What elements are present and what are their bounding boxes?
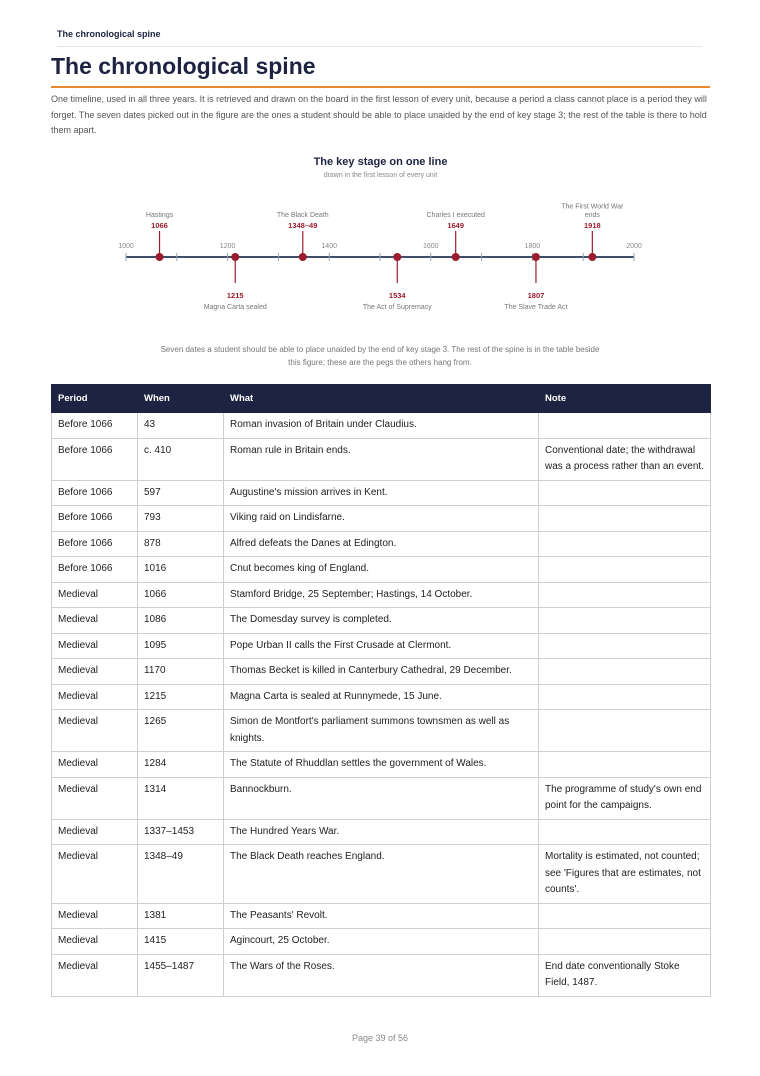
event-date-label: 1348–49: [288, 221, 318, 230]
period-cell: Medieval: [52, 929, 138, 955]
what-cell: Agincourt, 25 October.: [224, 929, 539, 955]
note-cell: [539, 608, 711, 634]
period-cell: Medieval: [52, 777, 138, 819]
note-cell: Mortality is estimated, not counted; see 'Figures that are estimates, not counts'.: [539, 845, 711, 904]
table-row: [52, 819, 711, 845]
event-label: The Black Death: [276, 212, 329, 219]
table-row: [52, 752, 711, 778]
event-marker: [532, 253, 540, 261]
when-cell: 1095: [138, 633, 224, 659]
figure-caption: Seven dates a student should be able to place unaided by the end of key stage 3. The rest of the spine is in the table beside this figure; these are the pegs the others hang from.: [160, 345, 600, 367]
column-header-period: Period: [52, 385, 138, 413]
period-cell: Medieval: [52, 819, 138, 845]
period-cell: Before 1066: [52, 413, 138, 439]
timeline-tick-label: 1600: [423, 243, 439, 250]
period-cell: Medieval: [52, 659, 138, 685]
period-cell: Medieval: [52, 684, 138, 710]
what-cell: Simon de Montfort's parliament summons townsmen as well as knights.: [224, 710, 539, 752]
table-row: [52, 557, 711, 583]
what-cell: Alfred defeats the Danes at Edington.: [224, 531, 539, 557]
figure-subtitle: drawn in the first lesson of every unit: [323, 172, 438, 179]
when-cell: 1086: [138, 608, 224, 634]
event-marker: [588, 253, 596, 261]
what-cell: Thomas Becket is killed in Canterbury Cathedral, 29 December.: [224, 659, 539, 685]
event-date-label: 1918: [584, 221, 601, 230]
note-cell: [539, 480, 711, 506]
period-cell: Before 1066: [52, 557, 138, 583]
when-cell: 1284: [138, 752, 224, 778]
when-cell: c. 410: [138, 438, 224, 480]
note-cell: [539, 752, 711, 778]
when-cell: 1265: [138, 710, 224, 752]
what-cell: The Wars of the Roses.: [224, 954, 539, 996]
what-cell: The Peasants' Revolt.: [224, 903, 539, 929]
table-row: [52, 531, 711, 557]
note-cell: [539, 633, 711, 659]
column-header-when: When: [138, 385, 224, 413]
event-label: The Act of Supremacy: [362, 304, 432, 311]
what-cell: The Statute of Rhuddlan settles the government of Wales.: [224, 752, 539, 778]
event-label: Magna Carta sealed: [203, 304, 267, 311]
period-cell: Medieval: [52, 710, 138, 752]
what-cell: The Domesday survey is completed.: [224, 608, 539, 634]
period-cell: Medieval: [52, 582, 138, 608]
note-cell: [539, 929, 711, 955]
table-row: [52, 903, 711, 929]
when-cell: 1337–1453: [138, 819, 224, 845]
table-row: [52, 684, 711, 710]
when-cell: 1415: [138, 929, 224, 955]
page-title: The chronological spine: [51, 53, 710, 88]
table-row: [52, 480, 711, 506]
table-row: [52, 710, 711, 752]
when-cell: 1381: [138, 903, 224, 929]
what-cell: Pope Urban II calls the First Crusade at Clermont.: [224, 633, 539, 659]
what-cell: Cnut becomes king of England.: [224, 557, 539, 583]
column-header-what: What: [224, 385, 539, 413]
timeline-tick-label: 2000: [626, 243, 642, 250]
note-cell: Conventional date; the withdrawal was a process rather than an event.: [539, 438, 711, 480]
table-row: [52, 438, 711, 480]
what-cell: The Hundred Years War.: [224, 819, 539, 845]
note-cell: [539, 659, 711, 685]
note-cell: [539, 413, 711, 439]
note-cell: [539, 582, 711, 608]
what-cell: Stamford Bridge, 25 September; Hastings, 14 October.: [224, 582, 539, 608]
event-marker: [299, 253, 307, 261]
when-cell: 1215: [138, 684, 224, 710]
when-cell: 1455–1487: [138, 954, 224, 996]
intro-paragraph: One timeline, used in all three years. It is retrieved and drawn on the board in the first lesson of every unit, because a period a class cannot place is a period they will forget. The seven dates picked out in the figure are the ones a student should be able to place unaided by the end of key stage 3; the rest of the table is there to hold them apart.: [51, 94, 707, 135]
event-label: Charles I executed: [426, 212, 485, 219]
note-cell: [539, 710, 711, 752]
period-cell: Medieval: [52, 903, 138, 929]
note-cell: [539, 506, 711, 532]
event-label: Hastings: [145, 212, 174, 219]
event-date-label: 1534: [388, 291, 406, 300]
table-row: [52, 929, 711, 955]
event-label: The First World War: [561, 203, 624, 211]
note-cell: [539, 819, 711, 845]
event-date-label: 1649: [447, 221, 465, 230]
figure-title: The key stage on one line: [313, 156, 448, 168]
timeline-tick-label: 1800: [524, 243, 541, 250]
when-cell: 597: [138, 480, 224, 506]
when-cell: 878: [138, 531, 224, 557]
period-cell: Before 1066: [52, 480, 138, 506]
period-cell: Medieval: [52, 752, 138, 778]
note-cell: [539, 903, 711, 929]
period-cell: Before 1066: [52, 506, 138, 532]
table-row: [52, 506, 711, 532]
period-cell: Medieval: [52, 845, 138, 904]
table-header-row: [52, 385, 711, 413]
note-cell: [539, 684, 711, 710]
what-cell: Roman rule in Britain ends.: [224, 438, 539, 480]
event-marker: [231, 253, 239, 261]
event-marker: [393, 253, 401, 261]
event-label: The Slave Trade Act: [504, 304, 568, 311]
table-row: [52, 954, 711, 996]
note-cell: The programme of study's own end point for the campaigns.: [539, 777, 711, 819]
timeline-tick-label: 1000: [118, 243, 134, 250]
when-cell: 43: [138, 413, 224, 439]
table-row: [52, 845, 711, 904]
chronology-table: [51, 384, 711, 997]
when-cell: 1170: [138, 659, 224, 685]
event-label: ends: [584, 212, 600, 219]
period-cell: Before 1066: [52, 531, 138, 557]
event-date-label: 1066: [151, 221, 168, 230]
note-cell: End date conventionally Stoke Field, 1487.: [539, 954, 711, 996]
note-cell: [539, 531, 711, 557]
what-cell: Roman invasion of Britain under Claudius.: [224, 413, 539, 439]
timeline-tick-label: 1400: [321, 243, 337, 250]
what-cell: Bannockburn.: [224, 777, 539, 819]
period-cell: Medieval: [52, 954, 138, 996]
when-cell: 1066: [138, 582, 224, 608]
table-row: [52, 633, 711, 659]
when-cell: 1348–49: [138, 845, 224, 904]
event-marker: [156, 253, 164, 261]
event-date-label: 1807: [527, 291, 545, 300]
what-cell: The Black Death reaches England.: [224, 845, 539, 904]
what-cell: Augustine's mission arrives in Kent.: [224, 480, 539, 506]
timeline-figure: [0, 190, 760, 320]
table-row: [52, 777, 711, 819]
table-row: [52, 582, 711, 608]
note-cell: [539, 557, 711, 583]
table-row: [52, 413, 711, 439]
period-cell: Before 1066: [52, 438, 138, 480]
page-footer: Page 39 of 56: [351, 1033, 409, 1043]
when-cell: 1016: [138, 557, 224, 583]
event-marker: [452, 253, 460, 261]
running-header: The chronological spine: [57, 29, 702, 47]
period-cell: Medieval: [52, 608, 138, 634]
table-row: [52, 608, 711, 634]
period-cell: Medieval: [52, 633, 138, 659]
when-cell: 1314: [138, 777, 224, 819]
event-date-label: 1215: [226, 291, 244, 300]
what-cell: Viking raid on Lindisfarne.: [224, 506, 539, 532]
table-row: [52, 659, 711, 685]
when-cell: 793: [138, 506, 224, 532]
what-cell: Magna Carta is sealed at Runnymede, 15 June.: [224, 684, 539, 710]
column-header-note: Note: [539, 385, 711, 413]
timeline-tick-label: 1200: [219, 243, 236, 250]
